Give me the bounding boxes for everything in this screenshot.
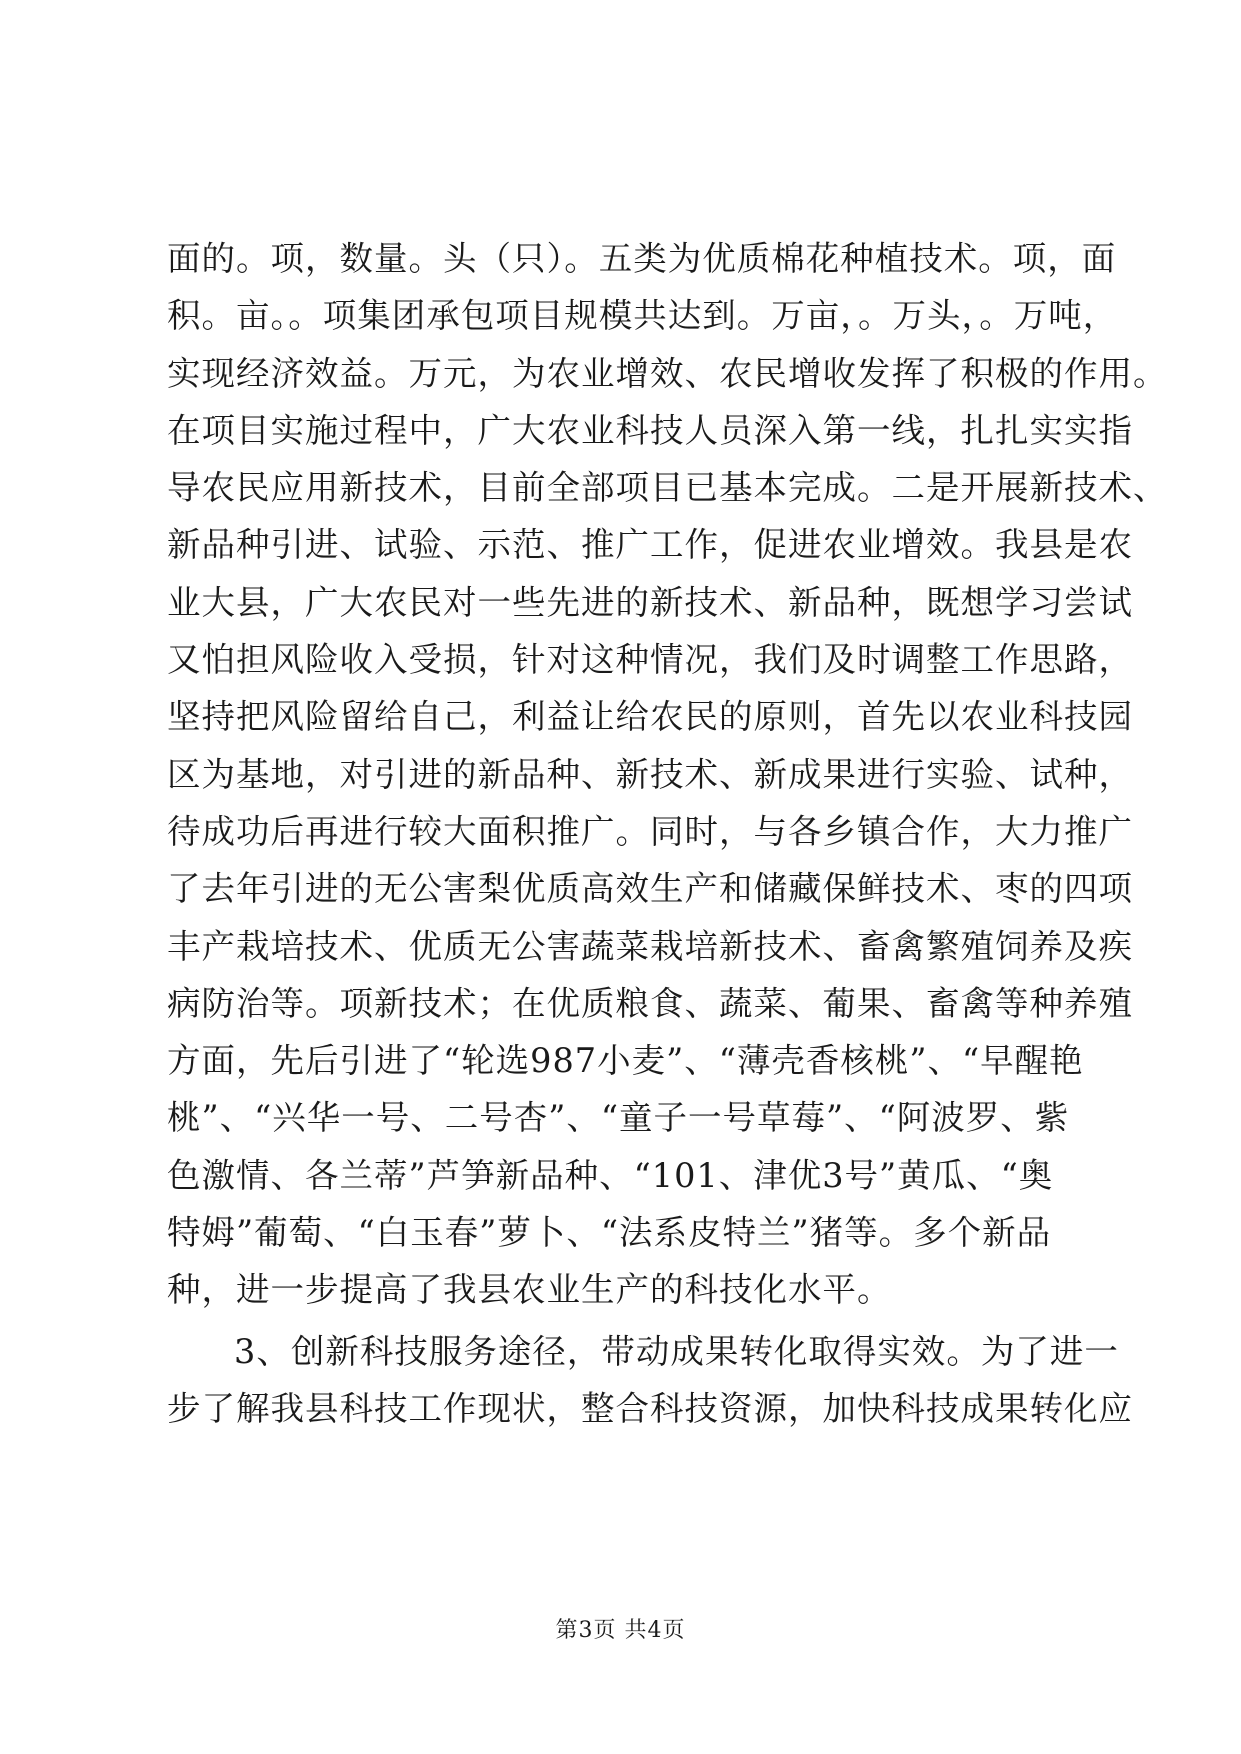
text-line: 又怕担风险收入受损，针对这种情况，我们及时调整工作思路， (167, 640, 1133, 680)
text-line: 实现经济效益。万元，为农业增效、农民增收发挥了积极的作用。 (167, 353, 1168, 393)
text-line: 病防治等。项新技术；在优质粮食、蔬菜、葡果、畜禽等种养殖 (167, 983, 1133, 1023)
text-line: 了去年引进的无公害梨优质高效生产和储藏保鲜技术、枣的四项 (167, 869, 1133, 909)
text-line: 面的。项，数量。头（只）。五类为优质棉花种植技术。项，面 (167, 239, 1117, 278)
text-line: 新品种引进、试验、示范、推广工作，促进农业增效。我县是农 (167, 525, 1133, 565)
text-line: 坚持把风险留给自己，利益让给农民的原则，首先以农业科技园 (167, 697, 1133, 737)
document-body (167, 230, 1168, 1437)
text-line: 步了解我县科技工作现状，整合科技资源，加快科技成果转化应 (167, 1388, 1133, 1428)
text-line: 业大县，广大农民对一些先进的新技术、新品种，既想学习尝试 (167, 582, 1133, 622)
page-number-footer: 第3页 共4页 (555, 1618, 686, 1643)
text-line: 丰产栽培技术、优质无公害蔬菜栽培新技术、畜禽繁殖饲养及疾 (167, 926, 1133, 966)
text-line: 桃”、“兴华一号、二号杏”、“童子一号草莓”、“阿波罗、紫 (167, 1098, 1070, 1138)
paragraph-first-line: 3、创新科技服务途径，带动成果转化取得实效。为了进一 (234, 1331, 1119, 1371)
text-line: 待成功后再进行较大面积推广。同时，与各乡镇合作，大力推广 (167, 811, 1133, 851)
text-line: 特姆”葡萄、“白玉春”萝卜、“法系皮特兰”猪等。多个新品 (167, 1213, 1052, 1253)
text-line: 方面，先后引进了“轮选987小麦”、“薄壳香核桃”、“早醒艳 (167, 1041, 1084, 1081)
text-line: 在项目实施过程中，广大农业科技人员深入第一线，扎扎实实指 (167, 410, 1133, 450)
text-line: 区为基地，对引进的新品种、新技术、新成果进行实验、试种， (167, 754, 1133, 794)
text-line: 积。亩。。项集团承包项目规模共达到。万亩，。万头，。万吨， (167, 296, 1118, 336)
text-line: 种，进一步提高了我县农业生产的科技化水平。 (167, 1270, 892, 1310)
text-line: 导农民应用新技术，目前全部项目已基本完成。二是开展新技术、 (167, 468, 1168, 508)
text-line: 色激情、各兰蒂”芦笋新品种、“101、津优3号”黄瓜、“奥 (167, 1155, 1054, 1195)
